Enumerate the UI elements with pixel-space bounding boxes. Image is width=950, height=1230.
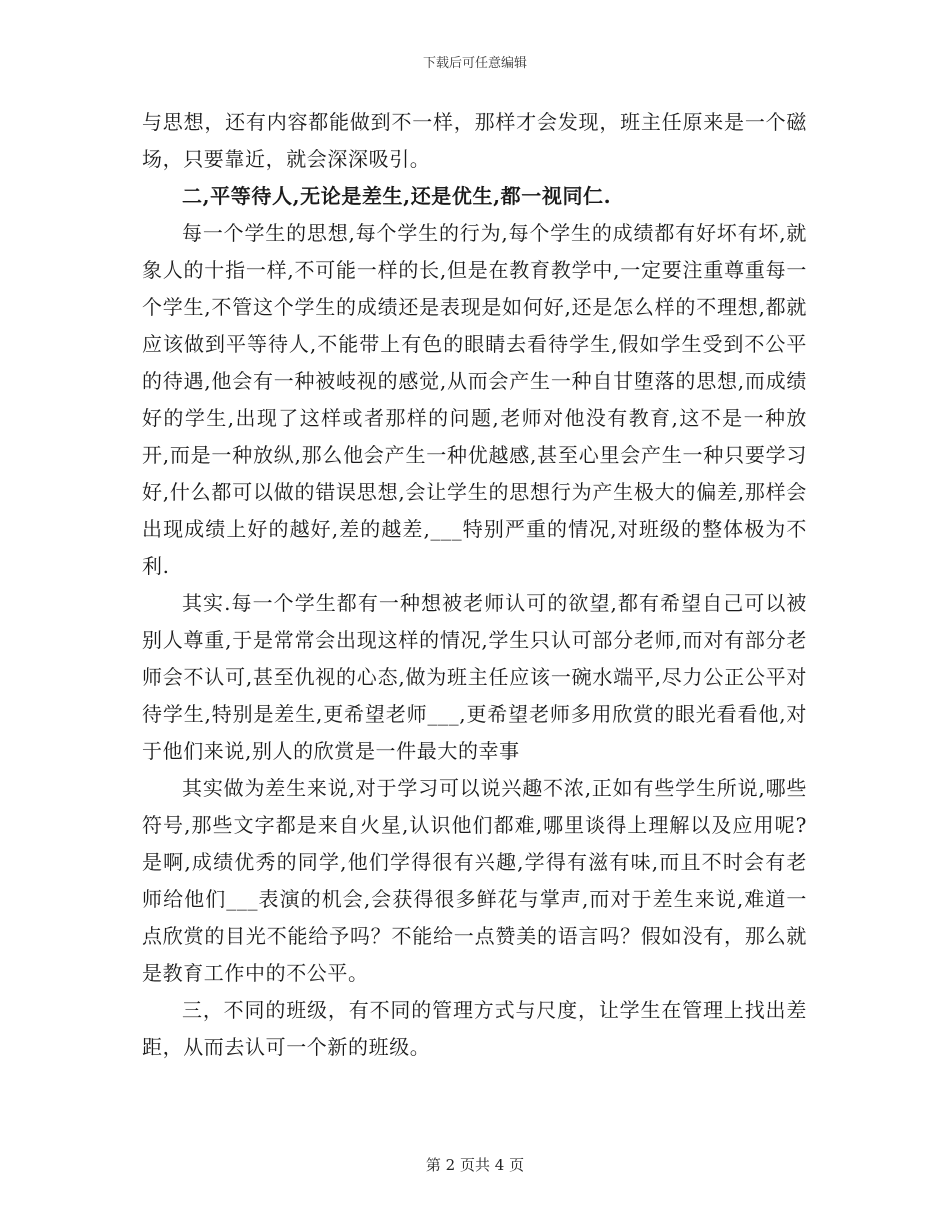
section-heading-3: 三，不同的班级，有不同的管理方式与尺度，让学生在管理上找出差距，从而去认可一个新的班级。 xyxy=(142,998,807,1059)
paragraph-equal-treatment: 每一个学生的思想,每个学生的行为,每个学生的成绩都有好坏有坏,就象人的十指一样,不可能一样的长,但是在教育教学中,一定要注重尊重每一个学生,不管这个学生的成绩还是表现是如何好,还是怎么样的不理想,都就应该做到平等待人,不能带上有色的眼睛去看待学生,假如学生受到不公平的待遇,他会有一种被岐视的感觉,从而会产生一种自甘堕落的思想,而成绩好的学生,出现了这样或者那样的问题,老师对他没有教育,这不是一种放开,而是一种放纵,那么他会产生一种优越感,甚至心里会产生一种只要学习好,什么都可以做的错误思想,会让学生的思想行为产生极大的偏差,那样会出现成绩上好的越好,差的越差,___特别严重的情况,对班级的整体极为不利. xyxy=(142,221,807,578)
paragraph-continuation: 与思想，还有内容都能做到不一样，那样才会发现，班主任原来是一个磁场，只要靠近，就会深深吸引。 xyxy=(142,110,807,171)
document-body xyxy=(142,104,807,1066)
page-header: 下载后可任意编辑 xyxy=(422,56,527,71)
page-footer: 第 2 页共 4 页 xyxy=(425,1156,525,1174)
paragraph-recognition: 其实.每一个学生都有一种想被老师认可的欲望,都有希望自己可以被别人尊重,于是常常会出现这样的情况,学生只认可部分老师,而对有部分老师会不认可,甚至仇视的心态,做为班主任应该一碗水端平,尽力公正公平对待学生,特别是差生,更希望老师___,更希望老师多用欣赏的眼光看看他,对于他们来说,别人的欣赏是一件最大的幸事 xyxy=(142,591,807,763)
paragraph-weak-students: 其实做为差生来说,对于学习可以说兴趣不浓,正如有些学生所说,哪些符号,那些文字都是来自火星,认识他们都难,哪里谈得上理解以及应用呢?是啊,成绩优秀的同学,他们学得很有兴趣,学得有滋有味,而且不时会有老师给他们___表演的机会,会获得很多鲜花与掌声,而对于差生来说,难道一点欣赏的目光不能给予吗？不能给一点赞美的语言吗？假如没有，那么就是教育工作中的不公平。 xyxy=(142,776,807,985)
section-heading-2: 二,平等待人,无论是差生,还是优生,都一视同仁. xyxy=(182,184,612,208)
